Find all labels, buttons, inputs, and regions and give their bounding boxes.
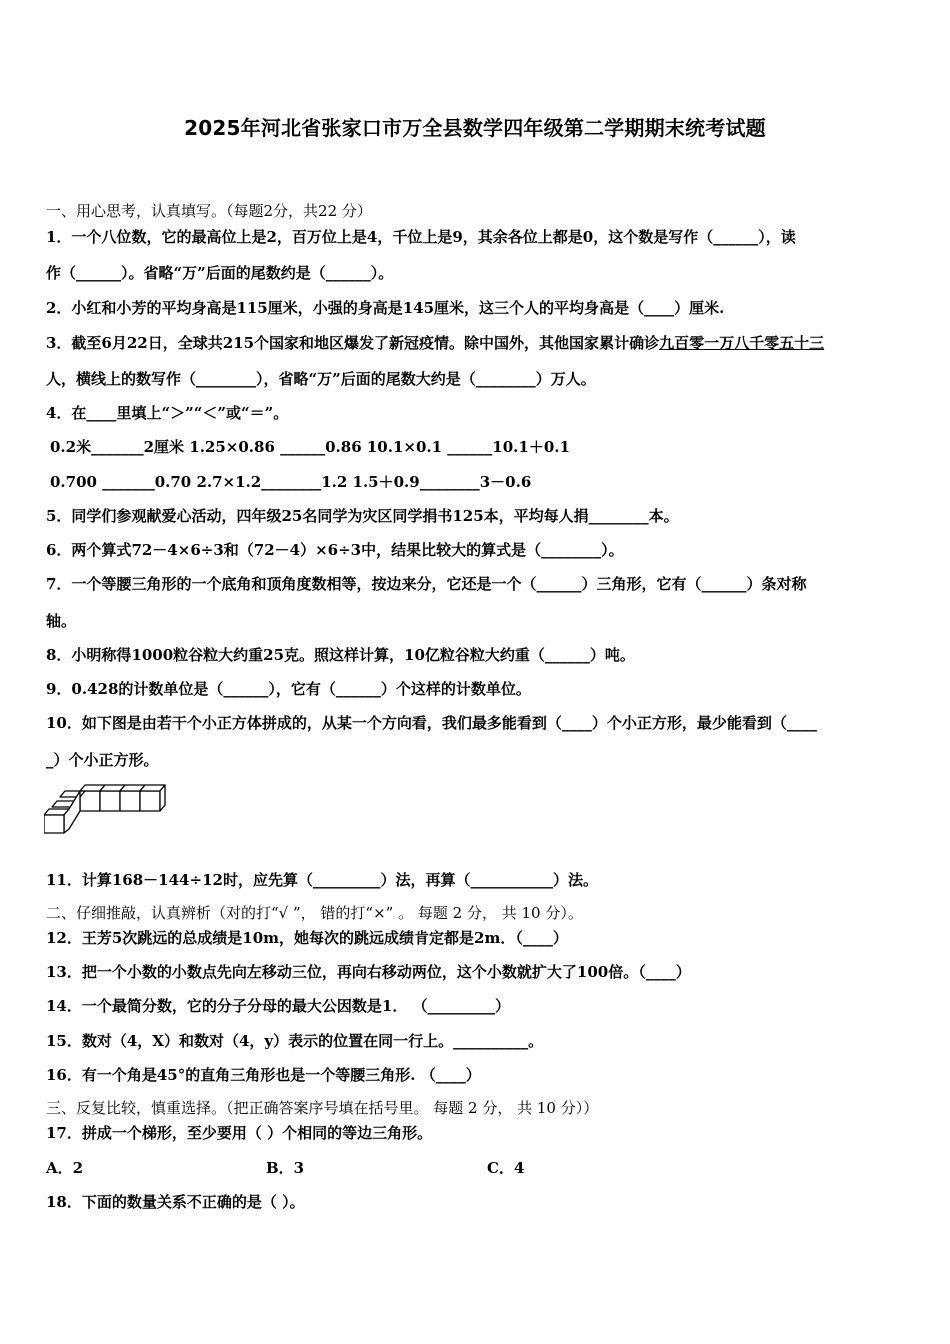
question-6: 6．两个算式72－4×6÷3和（72－4）×6÷3中，结果比较大的算式是（________）。	[46, 541, 624, 559]
page-title: 2025年河北省张家口市万全县数学四年级第二学期期末统考试题	[184, 116, 766, 140]
question-4-row-1: 0.2米_______2厘米 1.25×0.86 ______0.86 10.1×0.1 ______10.1＋0.1	[50, 438, 570, 456]
section-1-heading: 一、用心思考，认真填写。（每题2分，共22 分）	[46, 202, 372, 220]
question-16: 16．有一个角是45°的直角三角形也是一个等腰三角形. （____）	[46, 1066, 481, 1084]
option-c: C．4	[487, 1159, 525, 1177]
question-1-line-2: 作（______）。省略“万”后面的尾数约是（______）。	[46, 264, 394, 282]
question-18: 18．下面的数量关系不正确的是（ ）。	[46, 1193, 305, 1211]
question-3-text: 3．截至6月22日，全球共215个国家和地区爆发了新冠疫情。除中国外，其他国家累计确诊	[46, 334, 660, 352]
question-15: 15．数对（4，X）和数对（4，y）表示的位置在同一行上。__________。	[46, 1032, 544, 1050]
section-3-heading: 三、反复比较，慎重选择。（把正确答案序号填在括号里。 每题 2 分， 共 10 分））	[46, 1099, 599, 1117]
question-2: 2．小红和小芳的平均身高是115厘米，小强的身高是145厘米，这三个人的平均身高是（____）厘米.	[46, 299, 725, 317]
cube-front-face	[44, 815, 64, 833]
section-2-heading: 二、仔细推敲，认真辨析（对的打“√ ”， 错的打“×” 。 每题 2 分， 共 10 分）。	[46, 904, 583, 922]
option-b: B．3	[266, 1159, 305, 1177]
question-1-line-1: 1．一个八位数，它的最高位上是2，百万位上是4，千位上是9，其余各位上都是0，这个数是写作（______），读	[46, 228, 796, 246]
question-3-line-2: 人，横线上的数写作（________），省略“万”后面的尾数大约是（________）万人。	[46, 370, 596, 388]
question-7-line-1: 7．一个等腰三角形的一个底角和顶角度数相等，按边来分，它还是一个（______）三角形，它有（______）条对称	[46, 575, 807, 593]
question-3-underlined-number: 九百零一万八千零五十三	[659, 334, 825, 352]
cube-front-face	[140, 791, 160, 811]
question-8: 8．小明称得1000粒谷粒大约重25克。照这样计算，10亿粒谷粒大约重（______）吨。	[46, 646, 635, 664]
cube-front-face	[120, 791, 140, 811]
question-11: 11．计算168－144÷12时，应先算（_________）法，再算（___________）法。	[46, 871, 598, 889]
question-4-row-2: 0.700 _______0.70 2.7×1.2________1.2 1.5＋0.9________3－0.6	[50, 473, 532, 491]
option-a: A．2	[46, 1159, 84, 1177]
cube-figure	[44, 780, 172, 834]
question-3-line-1	[46, 333, 824, 353]
question-12: 12．王芳5次跳远的总成绩是10m，她每次的跳远成绩肯定都是2m．（____）	[46, 929, 568, 947]
cube-top-face	[60, 791, 85, 797]
question-10-line-1: 10．如下图是由若干个小正方体拼成的，从某一个方向看，我们最多能看到（____）个小正方形，最少能看到（____	[46, 714, 817, 732]
question-10-line-2: _）个小正方形。	[46, 751, 159, 769]
question-4: 4．在____里填上“＞”“＜”或“＝”。	[46, 404, 289, 422]
question-7-line-2: 轴。	[46, 612, 77, 630]
cube-front-face	[100, 791, 120, 811]
question-17: 17．拼成一个梯形，至少要用（ ）个相同的等边三角形。	[46, 1124, 433, 1142]
question-9: 9．0.428的计数单位是（______），它有（______）个这样的计数单位。	[46, 680, 531, 698]
question-13: 13．把一个小数的小数点先向左移动三位，再向右移动两位，这个小数就扩大了100倍。（____）	[46, 963, 691, 981]
question-5: 5．同学们参观献爱心活动，四年级25名同学为灾区同学捐书125本，平均每人捐________本。	[46, 507, 679, 525]
question-14: 14．一个最简分数，它的分子分母的最大公因数是1． （_________）	[46, 997, 511, 1015]
